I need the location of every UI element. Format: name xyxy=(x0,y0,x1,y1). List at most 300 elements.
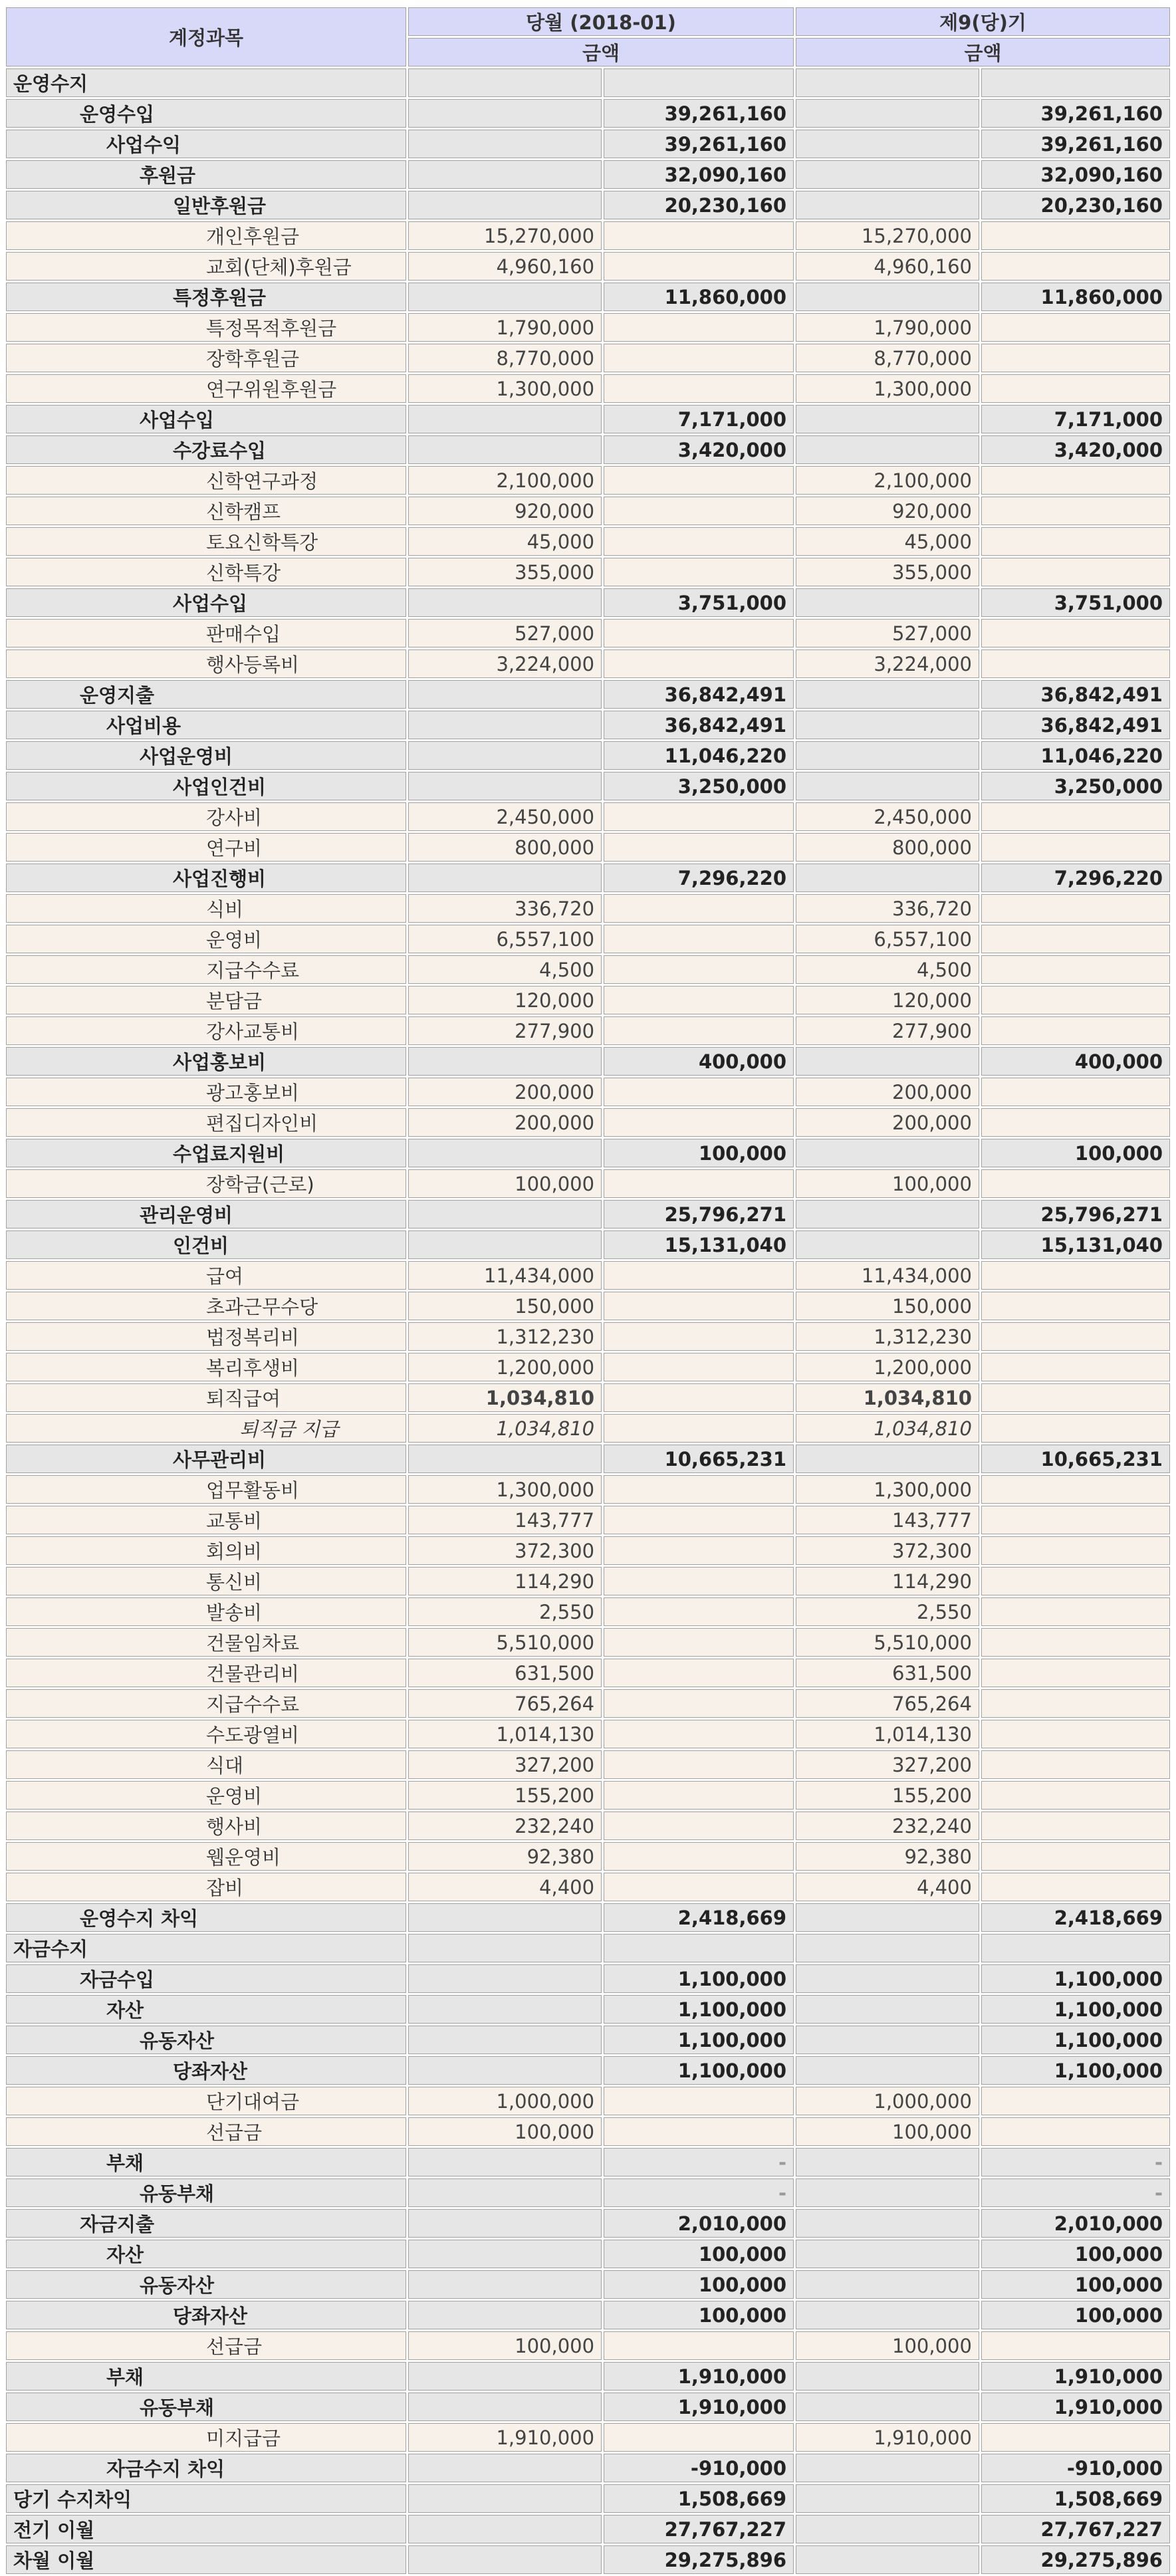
current-total-amount xyxy=(604,2117,794,2146)
current-total-amount xyxy=(604,1812,794,1840)
account-label: 건물임차료 xyxy=(6,1628,406,1657)
account-label: 사업수입 xyxy=(6,588,406,617)
cumulative-total-amount xyxy=(981,1261,1170,1290)
account-row xyxy=(6,2423,1170,2452)
cumulative-total-amount: 25,796,271 xyxy=(981,1200,1170,1229)
account-label: 급여 xyxy=(6,1261,406,1290)
current-total-amount: 27,767,227 xyxy=(604,2515,794,2543)
cumulative-sub-amount: 327,200 xyxy=(796,1750,979,1779)
current-sub-amount xyxy=(408,2240,602,2268)
cumulative-sub-amount xyxy=(796,130,979,158)
cumulative-sub-amount xyxy=(796,405,979,433)
current-total-amount: 10,665,231 xyxy=(604,1445,794,1473)
account-label: 광고홍보비 xyxy=(6,1078,406,1106)
current-sub-amount: 277,900 xyxy=(408,1016,602,1045)
cumulative-sub-amount xyxy=(796,711,979,739)
category-row xyxy=(6,2240,1170,2268)
current-sub-amount: 1,200,000 xyxy=(408,1353,602,1381)
current-sub-amount xyxy=(408,2515,602,2543)
cumulative-sub-amount: 1,014,130 xyxy=(796,1720,979,1748)
category-row xyxy=(6,1995,1170,2024)
category-row xyxy=(6,2178,1170,2207)
cumulative-sub-amount: 143,777 xyxy=(796,1506,979,1534)
current-total-amount xyxy=(604,1506,794,1534)
cumulative-sub-amount xyxy=(796,160,979,189)
current-total-amount xyxy=(604,1078,794,1106)
cumulative-total-amount xyxy=(981,1781,1170,1810)
account-label: 선급금 xyxy=(6,2331,406,2360)
current-sub-amount xyxy=(408,1200,602,1229)
account-label: 판매수입 xyxy=(6,619,406,647)
current-total-amount xyxy=(604,1322,794,1351)
cumulative-sub-amount: 4,960,160 xyxy=(796,252,979,281)
current-total-amount: 100,000 xyxy=(604,1139,794,1167)
account-row xyxy=(6,1750,1170,1779)
current-total-amount: 39,261,160 xyxy=(604,130,794,158)
current-total-amount xyxy=(604,649,794,678)
current-sub-amount xyxy=(408,2026,602,2054)
cumulative-sub-amount xyxy=(796,2362,979,2391)
cumulative-total-amount xyxy=(981,802,1170,831)
category-row xyxy=(6,2545,1170,2574)
cumulative-sub-amount: 11,434,000 xyxy=(796,1261,979,1290)
cumulative-total-amount xyxy=(981,1414,1170,1443)
account-label: 회의비 xyxy=(6,1536,406,1565)
cumulative-total-amount: 1,910,000 xyxy=(981,2393,1170,2421)
account-label: 운영지출 xyxy=(6,680,406,709)
cumulative-total-amount: 100,000 xyxy=(981,1139,1170,1167)
current-sub-amount xyxy=(408,2056,602,2085)
cumulative-total-amount: 1,100,000 xyxy=(981,1995,1170,2024)
current-sub-amount xyxy=(408,435,602,464)
cumulative-total-amount: 3,250,000 xyxy=(981,772,1170,800)
account-row xyxy=(6,1383,1170,1412)
cumulative-total-amount: 1,100,000 xyxy=(981,1964,1170,1993)
current-sub-amount: 8,770,000 xyxy=(408,344,602,372)
cumulative-sub-amount xyxy=(796,680,979,709)
cumulative-total-amount: 27,767,227 xyxy=(981,2515,1170,2543)
cumulative-total-amount xyxy=(981,1934,1170,1962)
current-sub-amount: 800,000 xyxy=(408,833,602,862)
current-sub-amount: 15,270,000 xyxy=(408,221,602,250)
cumulative-total-amount xyxy=(981,1720,1170,1748)
current-total-amount: 100,000 xyxy=(604,2301,794,2329)
account-label: 장학금(근로) xyxy=(6,1169,406,1198)
current-sub-amount xyxy=(408,68,602,97)
current-total-amount xyxy=(604,527,794,556)
category-row xyxy=(6,1230,1170,1259)
account-label: 통신비 xyxy=(6,1567,406,1595)
account-label: 신학캠프 xyxy=(6,497,406,525)
current-total-amount: - xyxy=(604,2148,794,2176)
current-total-amount xyxy=(604,1659,794,1687)
account-label: 강사비 xyxy=(6,802,406,831)
current-total-amount xyxy=(604,1383,794,1412)
current-total-amount xyxy=(604,313,794,342)
current-sub-amount xyxy=(408,160,602,189)
current-sub-amount: 1,034,810 xyxy=(408,1414,602,1443)
cumulative-total-amount xyxy=(981,1322,1170,1351)
current-sub-amount xyxy=(408,1964,602,1993)
current-total-amount: 3,420,000 xyxy=(604,435,794,464)
current-total-amount xyxy=(604,925,794,953)
account-label: 특정후원금 xyxy=(6,283,406,311)
account-label: 신학특강 xyxy=(6,558,406,586)
account-label: 차월 이월 xyxy=(6,2545,406,2574)
current-sub-amount xyxy=(408,864,602,892)
account-label: 복리후생비 xyxy=(6,1353,406,1381)
account-label: 업무활동비 xyxy=(6,1475,406,1504)
cumulative-total-amount: 100,000 xyxy=(981,2301,1170,2329)
account-label: 식대 xyxy=(6,1750,406,1779)
account-row xyxy=(6,1659,1170,1687)
account-row xyxy=(6,1506,1170,1534)
account-label: 일반후원금 xyxy=(6,191,406,219)
cumulative-total-amount: 1,508,669 xyxy=(981,2484,1170,2513)
current-total-amount: 100,000 xyxy=(604,2240,794,2268)
cumulative-total-amount xyxy=(981,1842,1170,1871)
cumulative-sub-amount xyxy=(796,2270,979,2299)
current-total-amount: 1,910,000 xyxy=(604,2393,794,2421)
cumulative-total-amount xyxy=(981,2423,1170,2452)
current-sub-amount: 4,960,160 xyxy=(408,252,602,281)
category-row xyxy=(6,130,1170,158)
account-label: 미지급금 xyxy=(6,2423,406,2452)
cumulative-sub-amount: 527,000 xyxy=(796,619,979,647)
account-row xyxy=(6,833,1170,862)
cumulative-total-amount: 29,275,896 xyxy=(981,2545,1170,2574)
current-total-amount xyxy=(604,221,794,250)
cumulative-sub-amount xyxy=(796,864,979,892)
cumulative-sub-amount: 200,000 xyxy=(796,1078,979,1106)
current-total-amount xyxy=(604,619,794,647)
account-label: 관리운영비 xyxy=(6,1200,406,1229)
cumulative-sub-amount: 4,400 xyxy=(796,1873,979,1901)
account-label: 사업인건비 xyxy=(6,772,406,800)
cumulative-amount-header: 금액 xyxy=(796,38,1170,66)
cumulative-sub-amount: 336,720 xyxy=(796,894,979,923)
category-row xyxy=(6,2301,1170,2329)
cumulative-sub-amount: 15,270,000 xyxy=(796,221,979,250)
cumulative-sub-amount xyxy=(796,435,979,464)
current-total-amount xyxy=(604,558,794,586)
current-sub-amount: 155,200 xyxy=(408,1781,602,1810)
account-label: 분담금 xyxy=(6,986,406,1014)
cumulative-sub-amount xyxy=(796,2454,979,2482)
cumulative-total-amount xyxy=(981,1169,1170,1198)
category-row xyxy=(6,2056,1170,2085)
current-total-amount xyxy=(604,497,794,525)
category-row xyxy=(6,1934,1170,1962)
current-total-amount: 400,000 xyxy=(604,1047,794,1076)
account-label: 행사비 xyxy=(6,1812,406,1840)
current-sub-amount: 92,380 xyxy=(408,1842,602,1871)
account-row xyxy=(6,649,1170,678)
account-label: 사업수입 xyxy=(6,405,406,433)
account-label: 연구비 xyxy=(6,833,406,862)
category-row xyxy=(6,1964,1170,1993)
current-sub-amount: 336,720 xyxy=(408,894,602,923)
category-row xyxy=(6,1445,1170,1473)
account-row xyxy=(6,986,1170,1014)
cumulative-sub-amount: 8,770,000 xyxy=(796,344,979,372)
current-total-amount: 100,000 xyxy=(604,2270,794,2299)
current-total-amount: 11,046,220 xyxy=(604,741,794,770)
current-sub-amount: 1,014,130 xyxy=(408,1720,602,1748)
current-sub-amount xyxy=(408,1445,602,1473)
current-sub-amount xyxy=(408,2454,602,2482)
account-label: 당좌자산 xyxy=(6,2056,406,2085)
cumulative-total-amount xyxy=(981,1873,1170,1901)
cumulative-total-amount xyxy=(981,955,1170,984)
account-statement-table xyxy=(4,5,1172,2576)
cumulative-total-amount: 39,261,160 xyxy=(981,130,1170,158)
cumulative-sub-amount: 631,500 xyxy=(796,1659,979,1687)
cumulative-sub-amount xyxy=(796,588,979,617)
account-label: 부채 xyxy=(6,2148,406,2176)
account-row xyxy=(6,1414,1170,1443)
account-label: 사업수익 xyxy=(6,130,406,158)
current-sub-amount: 6,557,100 xyxy=(408,925,602,953)
cumulative-sub-amount: 45,000 xyxy=(796,527,979,556)
cumulative-sub-amount xyxy=(796,2056,979,2085)
cumulative-sub-amount xyxy=(796,2026,979,2054)
cumulative-sub-amount xyxy=(796,2515,979,2543)
current-total-amount: 1,100,000 xyxy=(604,1995,794,2024)
account-row xyxy=(6,2087,1170,2115)
current-total-amount xyxy=(604,2087,794,2115)
category-row xyxy=(6,191,1170,219)
cumulative-total-amount: 100,000 xyxy=(981,2240,1170,2268)
current-sub-amount: 1,000,000 xyxy=(408,2087,602,2115)
cumulative-total-amount: 36,842,491 xyxy=(981,680,1170,709)
account-label: 초과근무수당 xyxy=(6,1292,406,1320)
current-total-amount xyxy=(604,344,794,372)
current-total-amount xyxy=(604,1720,794,1748)
cumulative-sub-amount: 232,240 xyxy=(796,1812,979,1840)
current-total-amount xyxy=(604,1475,794,1504)
cumulative-total-amount xyxy=(981,1689,1170,1718)
account-row xyxy=(6,1720,1170,1748)
account-label: 편집디자인비 xyxy=(6,1108,406,1137)
cumulative-total-amount: 7,171,000 xyxy=(981,405,1170,433)
cumulative-sub-amount: 1,312,230 xyxy=(796,1322,979,1351)
current-sub-amount xyxy=(408,588,602,617)
cumulative-sub-amount xyxy=(796,1964,979,1993)
account-row xyxy=(6,1475,1170,1504)
account-label: 법정복리비 xyxy=(6,1322,406,1351)
cumulative-sub-amount: 355,000 xyxy=(796,558,979,586)
current-total-amount xyxy=(604,986,794,1014)
current-total-amount xyxy=(604,1750,794,1779)
account-row xyxy=(6,252,1170,281)
account-label: 수업료지원비 xyxy=(6,1139,406,1167)
cumulative-total-amount xyxy=(981,344,1170,372)
cumulative-total-amount: 15,131,040 xyxy=(981,1230,1170,1259)
current-sub-amount xyxy=(408,2270,602,2299)
cumulative-total-amount: 10,665,231 xyxy=(981,1445,1170,1473)
current-total-amount xyxy=(604,955,794,984)
account-label: 연구위원후원금 xyxy=(6,374,406,403)
cumulative-sub-amount: 1,910,000 xyxy=(796,2423,979,2452)
cumulative-total-amount xyxy=(981,558,1170,586)
current-sub-amount: 3,224,000 xyxy=(408,649,602,678)
cumulative-total-amount xyxy=(981,1597,1170,1626)
current-sub-amount xyxy=(408,1047,602,1076)
cumulative-sub-amount: 150,000 xyxy=(796,1292,979,1320)
account-row xyxy=(6,925,1170,953)
account-row xyxy=(6,955,1170,984)
account-label: 운영수지 xyxy=(6,68,406,97)
account-label: 전기 이월 xyxy=(6,2515,406,2543)
current-total-amount xyxy=(604,833,794,862)
current-sub-amount: 143,777 xyxy=(408,1506,602,1534)
cumulative-sub-amount: 2,550 xyxy=(796,1597,979,1626)
account-label: 발송비 xyxy=(6,1597,406,1626)
current-total-amount: 15,131,040 xyxy=(604,1230,794,1259)
cumulative-sub-amount: 1,034,810 xyxy=(796,1383,979,1412)
cumulative-total-amount xyxy=(981,2117,1170,2146)
current-sub-amount xyxy=(408,2148,602,2176)
account-label: 건물관리비 xyxy=(6,1659,406,1687)
current-total-amount xyxy=(604,1597,794,1626)
cumulative-total-amount: 1,910,000 xyxy=(981,2362,1170,2391)
current-total-amount: 1,508,669 xyxy=(604,2484,794,2513)
cumulative-sub-amount: 92,380 xyxy=(796,1842,979,1871)
cumulative-sub-amount: 765,264 xyxy=(796,1689,979,1718)
account-label: 신학연구과정 xyxy=(6,466,406,495)
current-sub-amount: 100,000 xyxy=(408,1169,602,1198)
current-sub-amount xyxy=(408,2178,602,2207)
cumulative-total-amount xyxy=(981,1108,1170,1137)
cumulative-total-amount: 1,100,000 xyxy=(981,2056,1170,2085)
cumulative-sub-amount xyxy=(796,68,979,97)
current-total-amount: 11,860,000 xyxy=(604,283,794,311)
cumulative-total-amount xyxy=(981,221,1170,250)
current-total-amount xyxy=(604,68,794,97)
cumulative-sub-amount: 2,100,000 xyxy=(796,466,979,495)
account-label: 퇴직금 지급 xyxy=(6,1414,406,1443)
account-row xyxy=(6,1842,1170,1871)
cumulative-total-amount: -910,000 xyxy=(981,2454,1170,2482)
current-sub-amount xyxy=(408,405,602,433)
account-row xyxy=(6,1567,1170,1595)
cumulative-sub-amount xyxy=(796,1047,979,1076)
account-label: 선급금 xyxy=(6,2117,406,2146)
current-total-amount: 2,418,669 xyxy=(604,1903,794,1932)
account-label: 운영수입 xyxy=(6,99,406,128)
current-total-amount xyxy=(604,374,794,403)
current-total-amount xyxy=(604,1689,794,1718)
account-header: 계정과목 xyxy=(6,7,406,66)
account-row xyxy=(6,1108,1170,1137)
current-sub-amount: 1,300,000 xyxy=(408,374,602,403)
cumulative-sub-amount xyxy=(796,1200,979,1229)
cumulative-total-amount: 400,000 xyxy=(981,1047,1170,1076)
cumulative-total-amount xyxy=(981,527,1170,556)
category-row xyxy=(6,2148,1170,2176)
current-total-amount: 3,250,000 xyxy=(604,772,794,800)
current-total-amount xyxy=(604,466,794,495)
current-total-amount xyxy=(604,1628,794,1657)
current-sub-amount: 355,000 xyxy=(408,558,602,586)
cumulative-period-header: 제9(당)기 xyxy=(796,7,1170,36)
current-total-amount: 1,100,000 xyxy=(604,2026,794,2054)
cumulative-total-amount xyxy=(981,252,1170,281)
cumulative-sub-amount: 1,034,810 xyxy=(796,1414,979,1443)
current-total-amount: 32,090,160 xyxy=(604,160,794,189)
account-row xyxy=(6,221,1170,250)
current-total-amount: 20,230,160 xyxy=(604,191,794,219)
account-label: 지급수수료 xyxy=(6,1689,406,1718)
current-total-amount xyxy=(604,2331,794,2360)
account-label: 자산 xyxy=(6,2240,406,2268)
cumulative-total-amount xyxy=(981,833,1170,862)
account-row xyxy=(6,1873,1170,1901)
category-row xyxy=(6,2026,1170,2054)
cumulative-sub-amount: 1,790,000 xyxy=(796,313,979,342)
account-label: 개인후원금 xyxy=(6,221,406,250)
cumulative-sub-amount xyxy=(796,2484,979,2513)
account-label: 운영비 xyxy=(6,1781,406,1810)
category-row xyxy=(6,588,1170,617)
cumulative-sub-amount: 372,300 xyxy=(796,1536,979,1565)
current-sub-amount: 631,500 xyxy=(408,1659,602,1687)
cumulative-sub-amount: 4,500 xyxy=(796,955,979,984)
account-label: 특정목적후원금 xyxy=(6,313,406,342)
current-amount-header: 금액 xyxy=(408,38,794,66)
current-sub-amount: 200,000 xyxy=(408,1108,602,1137)
current-sub-amount: 920,000 xyxy=(408,497,602,525)
current-total-amount xyxy=(604,1842,794,1871)
cumulative-sub-amount xyxy=(796,772,979,800)
current-sub-amount: 4,400 xyxy=(408,1873,602,1901)
current-sub-amount: 327,200 xyxy=(408,1750,602,1779)
current-total-amount xyxy=(604,1536,794,1565)
cumulative-sub-amount: 100,000 xyxy=(796,2117,979,2146)
cumulative-total-amount xyxy=(981,1750,1170,1779)
category-row xyxy=(6,405,1170,433)
account-row xyxy=(6,1292,1170,1320)
current-sub-amount: 1,910,000 xyxy=(408,2423,602,2452)
cumulative-total-amount: 36,842,491 xyxy=(981,711,1170,739)
current-sub-amount xyxy=(408,1934,602,1962)
cumulative-total-amount: 3,751,000 xyxy=(981,588,1170,617)
account-row xyxy=(6,802,1170,831)
account-row xyxy=(6,527,1170,556)
cumulative-sub-amount: 120,000 xyxy=(796,986,979,1014)
cumulative-total-amount xyxy=(981,497,1170,525)
account-row xyxy=(6,894,1170,923)
current-total-amount xyxy=(604,1016,794,1045)
account-row xyxy=(6,466,1170,495)
current-total-amount: 1,100,000 xyxy=(604,2056,794,2085)
cumulative-total-amount xyxy=(981,374,1170,403)
current-sub-amount: 527,000 xyxy=(408,619,602,647)
category-row xyxy=(6,711,1170,739)
category-row xyxy=(6,2515,1170,2543)
current-sub-amount: 4,500 xyxy=(408,955,602,984)
cumulative-total-amount xyxy=(981,1475,1170,1504)
cumulative-sub-amount: 155,200 xyxy=(796,1781,979,1810)
category-row xyxy=(6,283,1170,311)
account-label: 운영수지 차익 xyxy=(6,1903,406,1932)
cumulative-sub-amount: 1,000,000 xyxy=(796,2087,979,2115)
account-row xyxy=(6,1322,1170,1351)
account-row xyxy=(6,1781,1170,1810)
cumulative-total-amount xyxy=(981,1812,1170,1840)
cumulative-sub-amount: 5,510,000 xyxy=(796,1628,979,1657)
